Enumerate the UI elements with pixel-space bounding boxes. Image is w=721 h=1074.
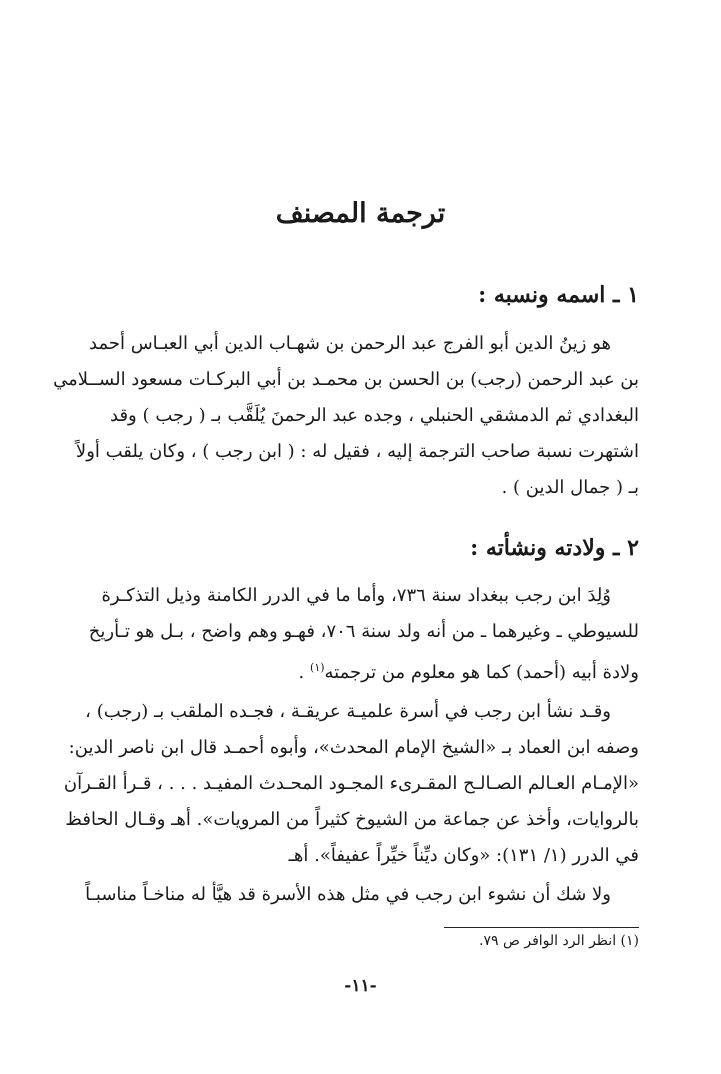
text-line: وصفه ابن العماد بـ «الشيخ الإمام المحدث»، وأبوه أحمـد قال ابن ناصر الدين: [68,737,639,758]
text-segment: ولادة أبيه (أحمد) كما هو معلوم من ترجمته [324,662,639,683]
paragraph-name-lineage [53,326,639,506]
text-line: البغدادي ثم الدمشقي الحنبلي ، وجده عبد الرحمنَ يُلَقَّب بـ ( رجب ) وقد [110,405,639,426]
paragraph-family [63,694,639,874]
footnote: (١) انظر الرد الوافر ص ٧٩. [479,933,639,949]
text-line: بـ ( جمال الدين ) . [501,477,639,498]
text-line: وُلِدَ ابن رجب ببغداد سنة ٧٣٦، وأما ما في الدرر الكامنة وذيل التذكـرة [101,585,611,606]
text-line: وقـد نشأ ابن رجب في أسرة علميـة عريقـة ، فجـده الملقب بـ (رجب) ، [85,701,611,722]
footnote-reference: (١) [310,661,325,674]
text-line: بن عبد الرحمن (رجب) بن الحسن بن محمـد بن أبي البركـات مسعود الســلامي [53,369,639,390]
section-heading-name-lineage: ١ ـ اسمه ونسبه : [478,282,639,308]
text-line: «الإمـام العـالم الصـالـح المقـرىء المجـود المحـدث المفيـد . . . ، قـرأ القـرآن [63,773,639,794]
page-number: -١١- [344,976,377,996]
text-line: في الدرر (١/ ١٣١): «وكان ديِّناً خيِّراً عفيفاً». أهـ [288,845,639,866]
text-line: للسيوطي ـ وغيرهما ـ من أنه ولد سنة ٧٠٦، فهـو وهم واضح ، بـل هو تـأريخ [88,621,639,642]
section-heading-birth-upbringing: ٢ ـ ولادته ونشأته : [470,535,639,561]
paragraph-environment [85,877,639,913]
footnote-divider [444,927,639,928]
text-segment: . [298,662,305,683]
text-line: بالروايات، وأخذ عن جماعة من الشيوخ كثيراً من المرويات». أهـ وقـال الحافظ [65,809,639,830]
page-title: ترجمة المصنف [275,198,446,229]
text-line [110,650,639,686]
text-line: هو زينُ الدين أبو الفرج عبد الرحمن بن شهـاب الدين أبي العبـاس أحمد [89,333,611,354]
text-line: اشتهرت نسبة صاحب الترجمة إليه ، فقيل له : ( ابن رجب ) ، وكان يلقب أولاً [75,441,639,462]
paragraph-birth [88,578,639,686]
text-line: ولا شك أن نشوء ابن رجب في مثل هذه الأسرة قد هيَّأ له مناخـاً مناسبـاً [85,884,611,905]
